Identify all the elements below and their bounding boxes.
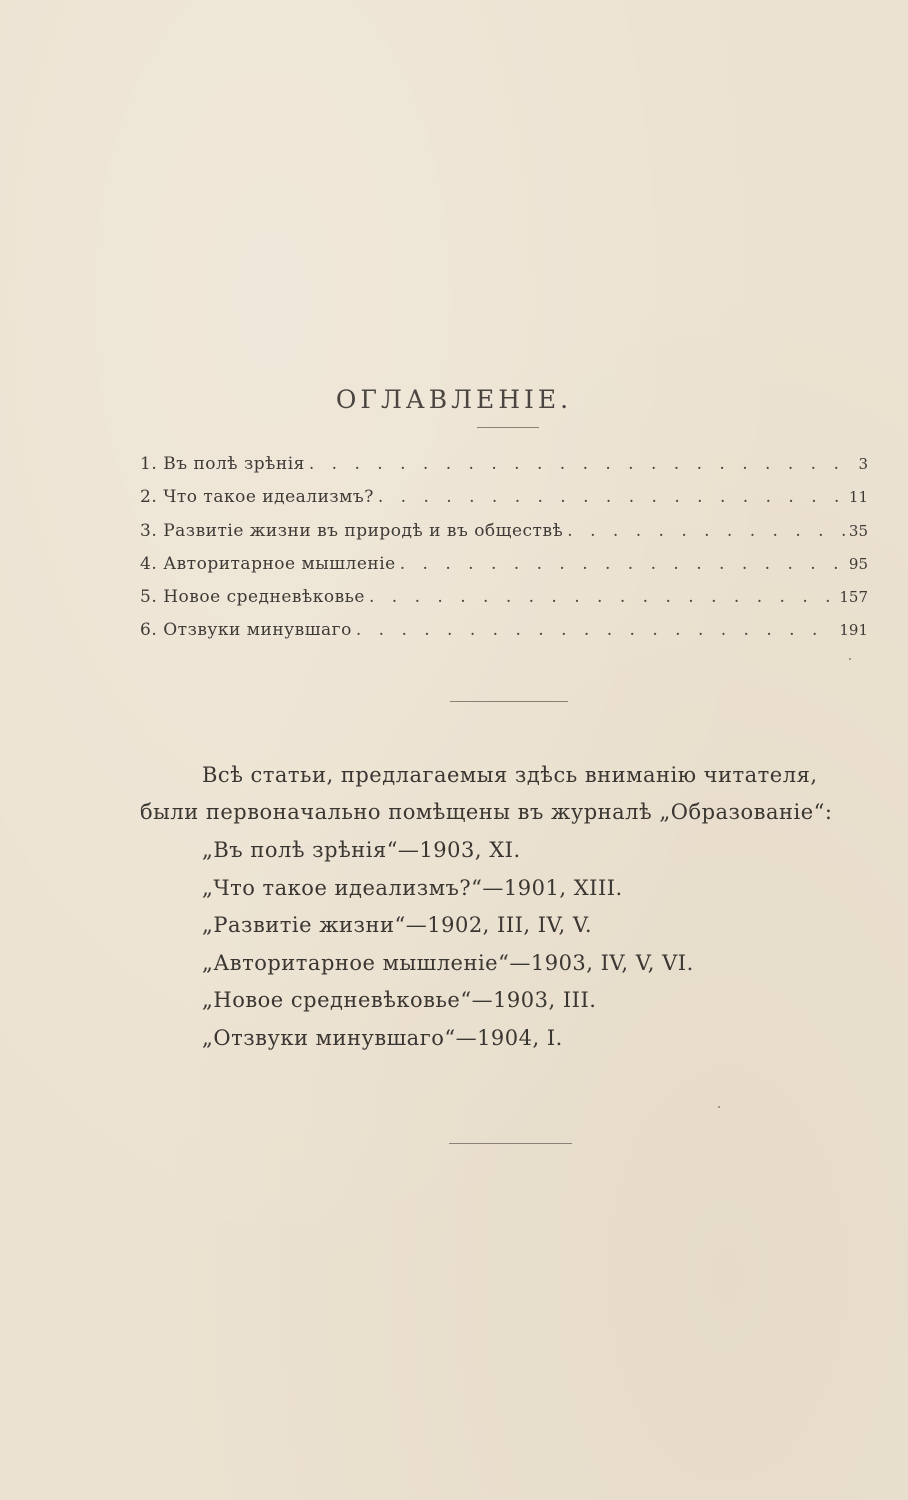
toc-leader-dots <box>567 521 845 541</box>
toc-entry-page: 35 <box>848 521 868 540</box>
toc-entry-page: 157 <box>839 588 868 607</box>
title-divider <box>477 427 539 428</box>
toc-leader-dots <box>378 487 845 507</box>
note-line: Всѣ статьи, предлагаемыя здѣсь вниманію читателя, <box>202 763 818 787</box>
toc-leader-dots <box>356 620 836 640</box>
source-item: „Отзвуки минувшаго“—1904, I. <box>202 1025 563 1050</box>
source-item: „Новое средневѣковье“—1903, III. <box>202 988 597 1012</box>
source-item: „Авторитарное мышленіе“—1903, IV, V, VI. <box>202 950 694 975</box>
table-of-contents <box>140 454 868 654</box>
paper-speck <box>849 658 851 660</box>
toc-entry-page: 11 <box>848 488 868 507</box>
toc-entry-number: 5. <box>140 587 158 608</box>
toc-entry-title: Въ полѣ зрѣнія <box>163 454 305 474</box>
toc-entry <box>140 521 868 554</box>
end-divider <box>449 1143 572 1144</box>
toc-entry-title: Развитіе жизни въ природѣ и въ обществѣ <box>163 520 564 541</box>
paper-speck <box>718 1106 720 1108</box>
toc-entry-title: Что такое идеализмъ? <box>163 487 374 508</box>
page-title: ОГЛАВЛЕНІЕ. <box>335 384 573 414</box>
toc-leader-dots <box>369 587 835 607</box>
toc-entry <box>140 587 868 620</box>
toc-entry <box>140 620 868 653</box>
toc-entry-number: 3. <box>140 520 158 541</box>
section-divider <box>450 701 568 702</box>
toc-entry <box>140 454 868 487</box>
toc-entry <box>140 487 868 520</box>
toc-entry-title: Авторитарное мышленіе <box>163 553 396 574</box>
toc-leader-dots <box>400 554 845 574</box>
toc-entry-page: 95 <box>848 554 868 573</box>
toc-entry <box>140 554 868 587</box>
toc-entry-page: 191 <box>839 621 868 640</box>
toc-entry-number: 4. <box>140 553 158 574</box>
note-line: были первоначально помѣщены въ журналѣ „Образованіе“: <box>140 800 833 824</box>
toc-entry-title: Новое средневѣковье <box>163 587 365 608</box>
toc-entry-number: 2. <box>140 487 158 508</box>
toc-entry-title: Отзвуки минувшаго <box>163 620 352 641</box>
toc-entry-page: 3 <box>858 455 868 473</box>
toc-entry-number: 1. <box>140 454 158 474</box>
toc-entry-number: 6. <box>140 620 158 641</box>
toc-leader-dots <box>309 454 855 474</box>
publication-note <box>140 763 868 837</box>
source-list <box>202 838 694 1063</box>
source-item: „Въ полѣ зрѣнія“—1903, XI. <box>202 838 521 862</box>
source-item: „Что такое идеализмъ?“—1901, XIII. <box>202 875 623 900</box>
source-item: „Развитіе жизни“—1902, III, IV, V. <box>202 913 593 937</box>
